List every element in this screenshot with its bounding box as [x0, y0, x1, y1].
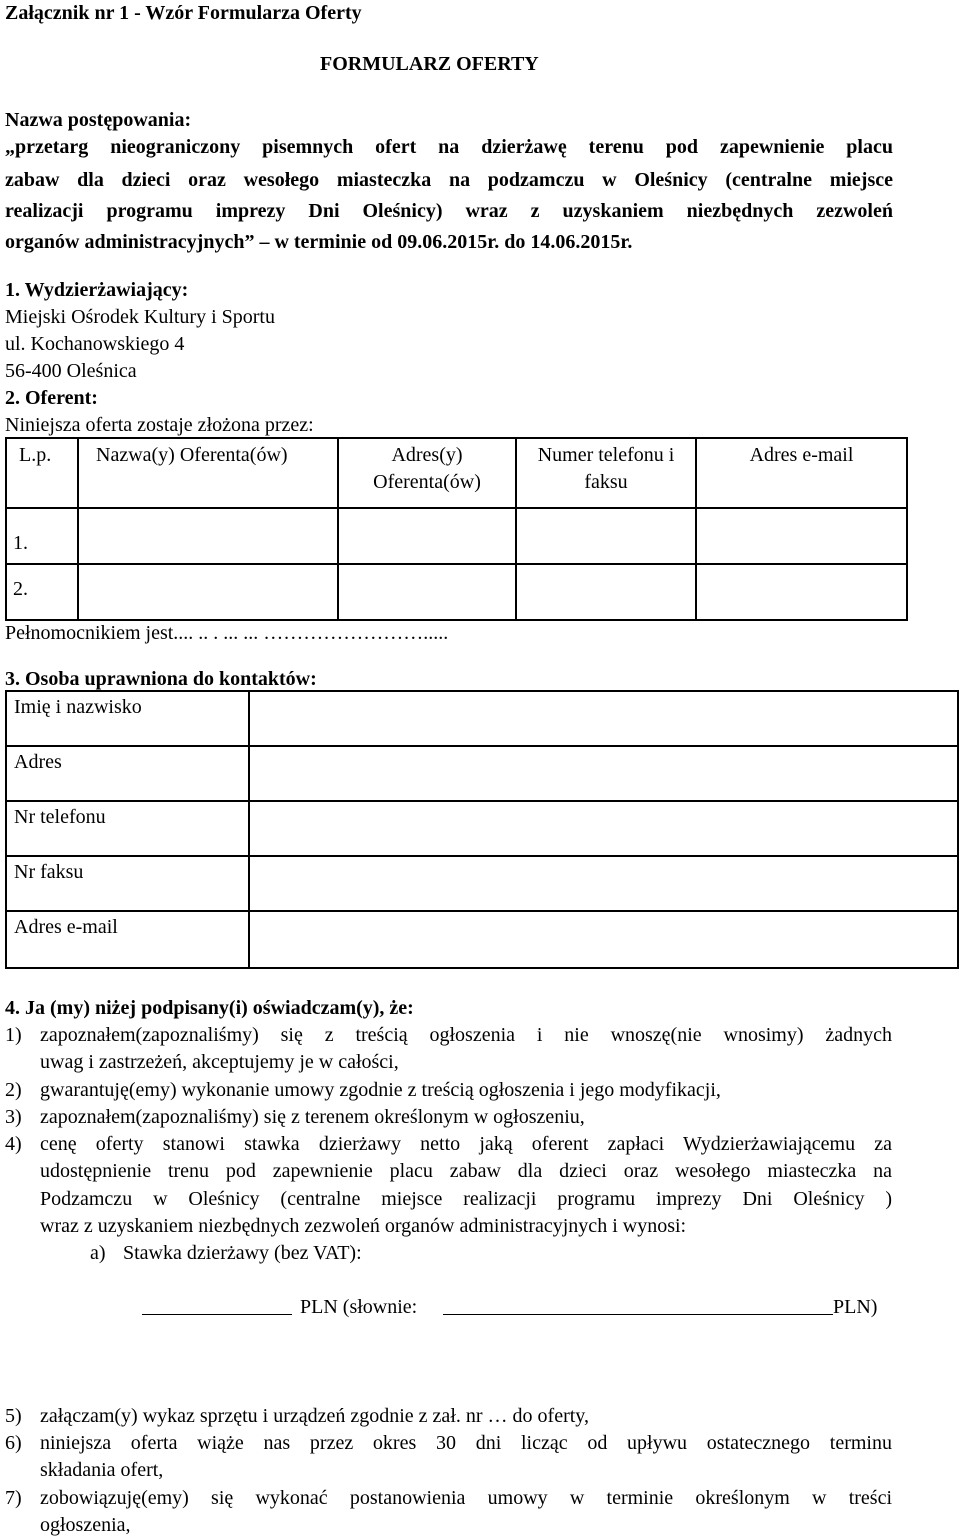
item-5-text: załączam(y) wykaz sprzętu i urządzeń zgodnie z zał. nr … do oferty, [40, 1405, 589, 1427]
contact-fax-label: Nr faksu [14, 861, 84, 883]
offeror-address-cell[interactable] [338, 508, 516, 564]
proxy-line: Pełnomocnikiem jest.... .. . ... ... ……………………..... [5, 622, 449, 644]
item-7-line-1: zobowiązuję(emy) się wykonać postanowienia umowy w terminie określonym w treści [40, 1487, 892, 1509]
row-number: 2. [13, 577, 28, 600]
annex-title: Załącznik nr 1 - Wzór Formularza Oferty [5, 2, 362, 24]
contact-table [5, 690, 959, 969]
table-row [6, 564, 907, 620]
sub-a-number: a) [90, 1242, 106, 1264]
contact-field-cell [6, 911, 249, 968]
item-4-line-1: cenę oferty stanowi stawka dzierżawy netto jaką oferent zapłaci Wydzierżawiającemu za [40, 1133, 892, 1155]
procedure-line-3: realizacji programu imprezy Dni Oleśnicy) wraz z uzyskaniem niezbędnych zezwoleń [5, 200, 893, 222]
table-row [6, 508, 907, 564]
item-6-number: 6) [5, 1432, 22, 1454]
procedure-line-1: „przetarg nieograniczony pisemnych ofert na dzierżawę terenu pod zapewnienie placu [5, 136, 893, 158]
contact-field-cell [6, 801, 249, 856]
amount-underline[interactable] [142, 1314, 292, 1315]
offeror-email-cell[interactable] [696, 508, 907, 564]
item-1-line-1: zapoznałem(zapoznaliśmy) się z treścią ogłoszenia i nie wnoszę(nie wnosimy) żadnych [40, 1024, 892, 1046]
table-row [6, 911, 958, 968]
col-name-label: Nazwa(y) Oferenta(ów) [96, 444, 288, 466]
row-number-cell [6, 564, 78, 620]
form-title: FORMULARZ OFERTY [320, 53, 539, 75]
col-header-email [696, 438, 907, 508]
item-4-line-2: udostępnienie trenu pod zapewnienie placu zabaw dla dzieci oraz wesołego miasteczka na [40, 1160, 892, 1182]
amount-in-words-underline[interactable] [443, 1314, 833, 1315]
item-2-number: 2) [5, 1079, 22, 1101]
pln-label: PLN (słownie: [300, 1296, 418, 1318]
col-phone-label-2: faksu [584, 471, 628, 493]
item-7-line-2: ogłoszenia, [40, 1514, 131, 1536]
col-header-name [78, 438, 338, 508]
section-1-heading: 1. Wydzierżawiający: [5, 279, 189, 301]
offerors-table-header [6, 438, 907, 508]
table-row [6, 801, 958, 856]
contact-fax-input[interactable] [249, 856, 958, 911]
procedure-line-4: organów administracyjnych” – w terminie od 09.06.2015r. do 14.06.2015r. [5, 231, 633, 253]
item-4-line-3: Podzamczu w Oleśnicy (centralne miejsce realizacji programu imprezy Dni Oleśnicy ) [40, 1188, 892, 1210]
col-header-address [338, 438, 516, 508]
contact-address-input[interactable] [249, 746, 958, 801]
lessor-city: 56-400 Oleśnica [5, 360, 137, 382]
col-header-lp [6, 438, 78, 508]
contact-name-label: Imię i nazwisko [14, 696, 142, 718]
item-1-line-2: uwag i zastrzeżeń, akceptujemy je w całości, [40, 1051, 399, 1073]
sub-a-text: Stawka dzierżawy (bez VAT): [123, 1242, 362, 1264]
col-address-label-2: Oferenta(ów) [373, 471, 481, 493]
section-3-heading: 3. Osoba uprawniona do kontaktów: [5, 668, 317, 690]
item-3-number: 3) [5, 1106, 22, 1128]
offer-intro: Niniejsza oferta zostaje złożona przez: [5, 414, 314, 436]
pln-end: PLN) [833, 1296, 878, 1318]
procedure-line-2: zabaw dla dzieci oraz wesołego miasteczka na podzamczu w Oleśnicy (centralne miejsce [5, 169, 893, 191]
contact-phone-input[interactable] [249, 801, 958, 856]
col-lp-label: L.p. [19, 444, 52, 466]
offeror-name-cell[interactable] [78, 564, 338, 620]
item-7-number: 7) [5, 1487, 22, 1509]
contact-email-input[interactable] [249, 911, 958, 968]
col-email-label: Adres e-mail [749, 444, 854, 466]
item-4-number: 4) [5, 1133, 22, 1155]
contact-field-cell [6, 746, 249, 801]
table-row [6, 856, 958, 911]
col-phone-label-1: Numer telefonu i [537, 444, 675, 466]
item-6-line-2: składania ofert, [40, 1459, 164, 1481]
offeror-phone-cell[interactable] [516, 508, 696, 564]
item-4-line-4: wraz z uzyskaniem niezbędnych zezwoleń organów administracyjnych i wynosi: [40, 1215, 687, 1237]
table-row [6, 691, 958, 746]
item-3-text: zapoznałem(zapoznaliśmy) się z terenem określonym w ogłoszeniu, [40, 1106, 585, 1128]
section-2-heading: 2. Oferent: [5, 387, 98, 409]
item-1-number: 1) [5, 1024, 22, 1046]
offeror-address-cell[interactable] [338, 564, 516, 620]
table-row [6, 746, 958, 801]
contact-address-label: Adres [14, 751, 62, 773]
contact-field-cell [6, 856, 249, 911]
item-2-text: gwarantuję(emy) wykonanie umowy zgodnie z treścią ogłoszenia i jego modyfikacji, [40, 1079, 721, 1101]
offerors-table [5, 437, 908, 621]
contact-field-cell [6, 691, 249, 746]
procedure-label: Nazwa postępowania: [5, 109, 192, 131]
contact-email-label: Adres e-mail [14, 916, 118, 938]
section-4-heading: 4. Ja (my) niżej podpisany(i) oświadczam(y), że: [5, 997, 414, 1019]
col-header-phone [516, 438, 696, 508]
lessor-street: ul. Kochanowskiego 4 [5, 333, 185, 355]
offeror-name-cell[interactable] [78, 508, 338, 564]
contact-name-input[interactable] [249, 691, 958, 746]
lessor-name: Miejski Ośrodek Kultury i Sportu [5, 306, 275, 328]
row-number-cell [6, 508, 78, 564]
row-number: 1. [13, 532, 28, 554]
col-address-label-1: Adres(y) [391, 444, 463, 466]
offeror-phone-cell[interactable] [516, 564, 696, 620]
item-5-number: 5) [5, 1405, 22, 1427]
item-6-line-1: niniejsza oferta wiąże nas przez okres 30 dni licząc od upływu ostatecznego terminu [40, 1432, 892, 1454]
offeror-email-cell[interactable] [696, 564, 907, 620]
contact-phone-label: Nr telefonu [14, 806, 106, 828]
